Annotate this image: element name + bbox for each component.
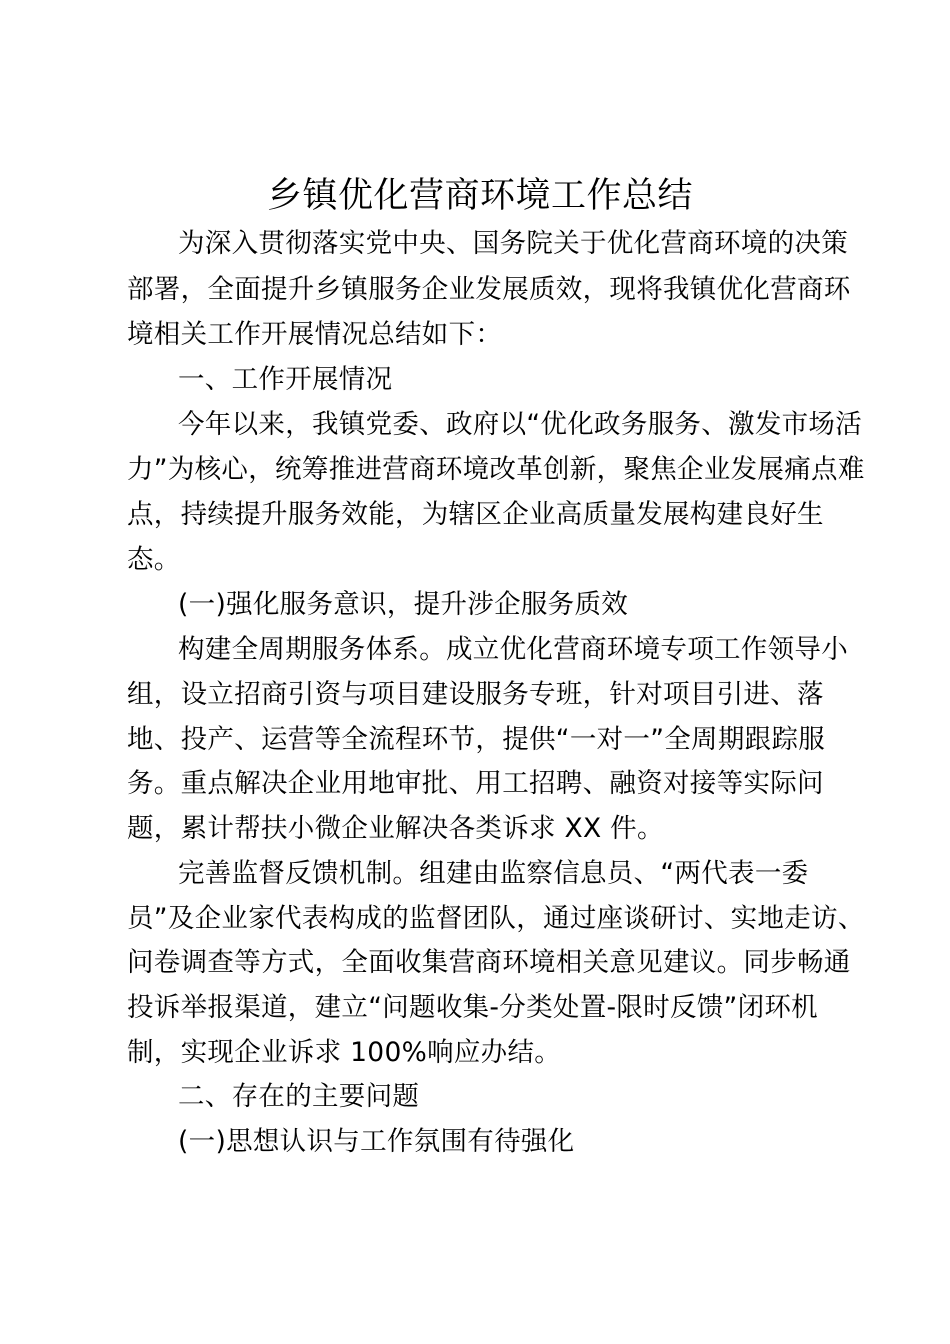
document-title: 乡镇优化营商环境工作总结 bbox=[266, 176, 693, 216]
paragraph-line: 今年以来，我镇党委、政府以“优化政务服务、激发市场活 bbox=[178, 409, 863, 440]
paragraph-line: 题，累计帮扶小微企业解决各类诉求 XX 件。 bbox=[127, 813, 664, 844]
paragraph-line: 境相关工作开展情况总结如下： bbox=[127, 319, 503, 350]
paragraph-line: 组，设立招商引资与项目建设服务专班，针对项目引进、落 bbox=[127, 679, 824, 710]
subsection-heading: (一)思想认识与工作氛围有待强化 bbox=[178, 1126, 575, 1157]
paragraph-line: 为深入贯彻落实党中央、国务院关于优化营商环境的决策 bbox=[178, 228, 848, 259]
paragraph-line: 力”为核心，统筹推进营商环境改革创新，聚焦企业发展痛点难 bbox=[127, 454, 865, 485]
paragraph-line: 构建全周期服务体系。成立优化营商环境专项工作领导小 bbox=[178, 634, 848, 665]
paragraph-line: 投诉举报渠道，建立“问题收集-分类处置-限时反馈”闭环机 bbox=[127, 992, 818, 1023]
paragraph-line: 地、投产、运营等全流程环节，提供“一对一”全周期跟踪服 bbox=[127, 724, 826, 755]
subsection-heading: (一)强化服务意识，提升涉企服务质效 bbox=[178, 589, 629, 620]
paragraph-line: 点，持续提升服务效能，为辖区企业高质量发展构建良好生 bbox=[127, 499, 824, 530]
paragraph-line: 态。 bbox=[127, 544, 181, 575]
paragraph-line: 务。重点解决企业用地审批、用工招聘、融资对接等实际问 bbox=[127, 768, 824, 799]
paragraph-line: 问卷调查等方式，全面收集营商环境相关意见建议。同步畅通 bbox=[127, 947, 851, 978]
section-heading: 一、工作开展情况 bbox=[178, 364, 393, 395]
paragraph-line: 员”及企业家代表构成的监督团队，通过座谈研讨、实地走访、 bbox=[127, 903, 865, 934]
paragraph-line: 制，实现企业诉求 100%响应办结。 bbox=[127, 1037, 562, 1068]
paragraph-line: 部署，全面提升乡镇服务企业发展质效，现将我镇优化营商环 bbox=[127, 274, 851, 305]
paragraph-line: 完善监督反馈机制。组建由监察信息员、“两代表一委 bbox=[178, 858, 809, 889]
section-heading: 二、存在的主要问题 bbox=[178, 1081, 420, 1112]
